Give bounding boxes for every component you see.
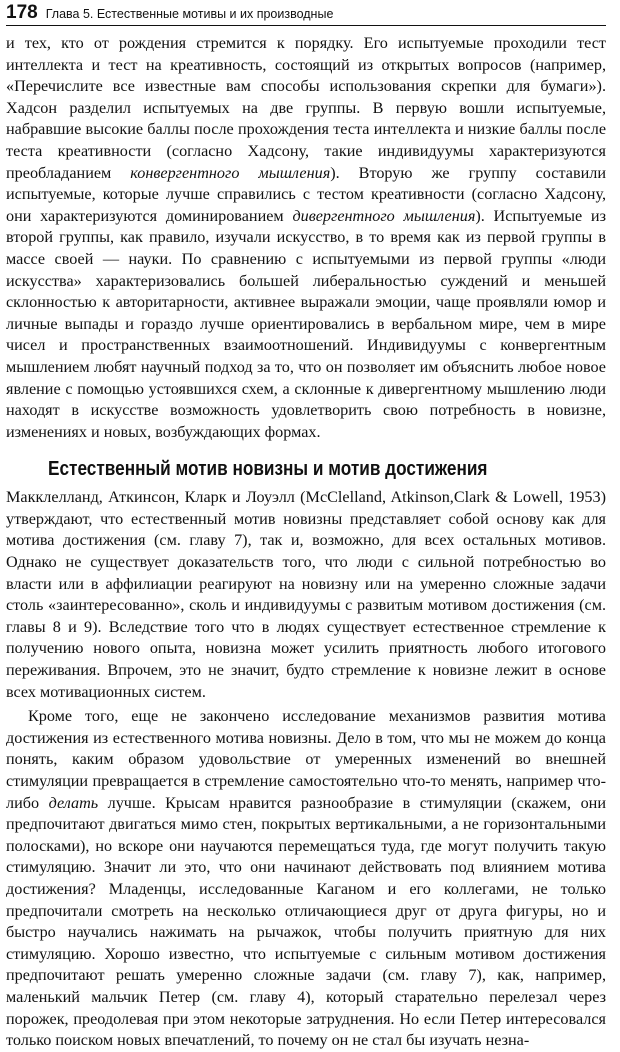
paragraph-3 <box>6 706 606 1052</box>
emphasis-do: делать <box>48 793 99 812</box>
paragraph-1-text-c: ). Испытуемые из второй группы, как правило, изучали искусство, в то время как из первой группы в массе своей — науки. По сравнению с испытуемыми из первой группы «люди искусства» характеризовались большей либеральностью суждений и меньшей склонностью к авторитарности, активнее выражали эмоции, чаще проявляли юмор и личные выпады и гораздо лучше ориентировались в вербальном мире, чем в мире чисел и пространственных взаимоотношений. Индивидуумы с конвергентным мышлением любят научный подход за то, что он позволяет им объяснить любое новое явление с помощью устоявшихся схем, а склонные к дивергентному мышлению люди находят в искусстве возможность удовлетворить свою потребность в новизне, изменениях и новых, возбуждающих формах. <box>6 206 606 441</box>
emphasis-divergent-thinking: дивергентного мышления <box>292 206 476 225</box>
paragraph-3-text-a: Кроме того, еще не закончено исследование механизмов развития мотива достижения из естественного мотива новизны. Дело в том, что мы не можем до конца понять, каким образом удовольствие от умеренных изменений во внешней стимуляции превращается в стремление самостоятельно что-то менять, например что-либо <box>6 707 606 812</box>
paragraph-2: Макклелланд, Аткинсон, Кларк и Лоуэлл (McClelland, Atkinson,Clark & Lowell, 1953) утверждают, что естественный мотив новизны представляет собой основу как для мотива достижения (см. главу 7), так и, возможно, для всех остальных мотивов. Однако не существует доказательств того, что люди с сильной потребностью во власти или в аффилиации реагируют на новизну или на умеренно сложные задачи столь «заинтересованно», сколь и индивидуумы с развитым мотивом достижения (см. главы 8 и 9). Вследствие того что в людях существует естественное стремление к получению нового опыта, новизна может усилить приятность любого итогового переживания. Впрочем, это не значит, будто стремление к новизне лежит в основе всех мотивационных систем. <box>6 488 606 701</box>
paragraph-3-text-b: лучше. Крысам нравится разнообразие в стимуляции (скажем, они предпочитают двигаться мимо стен, покрытых вертикальными, а не горизонтальными полосками), но вскоре они научаются перемещаться туда, где могут получить такую стимуляцию. Значит ли это, что они начинают действовать под влиянием мотива достижения? Младенцы, исследованные Каганом и его коллегами, не только предпочитали смотреть на несколько отличающиеся друг от друга фигуры, но и быстро научались нажимать на рычажок, чтобы получить приятную для них стимуляцию. Хорошо известно, что испытуемые с сильным мотивом достижения предпочитают решать умеренно сложные задачи (см. главу 7), как, например, маленький мальчик Петер (см. главу 4), который старательно перелезал через порожек, преодолевая при этом некоторые затруднения. Но если Петер интересовался только поиском новых впечатлений, то почему он не стал бы изучать незна- <box>6 793 606 1050</box>
paragraph-1-text-b: ). Вторую же группу составили испытуемые, которые лучше справились с тестом креативности (согласно Хадсону, они характеризуются доминированием <box>6 163 606 225</box>
page-number: 178 <box>6 2 38 23</box>
section-heading: Естественный мотив новизны и мотив достижения <box>48 458 488 481</box>
page-body <box>6 33 606 1052</box>
paragraph-1 <box>6 33 606 443</box>
paragraph-1-text-a: и тех, кто от рождения стремится к порядку. Его испытуемые проходили тест интеллекта и тест на креативность, состоящий из открытых вопросов (например, «Перечислите все известные вам способы использования скрепки для бумаги»). Хадсон разделил испытуемых на две группы. В первую вошли испытуемые, набравшие высокие баллы после прохождения теста интеллекта и низкие баллы после теста креативности (согласно Хадсону, такие индивидуумы характеризуются преобладанием <box>6 34 606 182</box>
running-head <box>6 0 606 26</box>
chapter-title: Глава 5. Естественные мотивы и их производные <box>45 7 334 21</box>
emphasis-convergent-thinking: конвергентного мышления <box>130 163 331 182</box>
